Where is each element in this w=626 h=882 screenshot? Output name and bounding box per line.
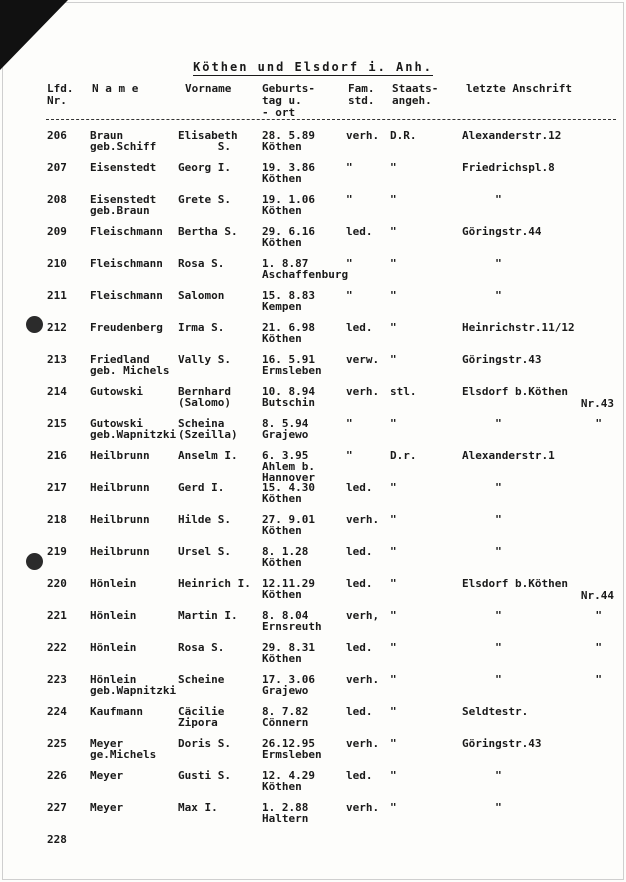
entry-citizenship: " (390, 193, 397, 206)
entry-family-status: led. (346, 225, 373, 238)
entry-surname: Fleischmann (90, 289, 163, 302)
entry-surname: Eisenstedt geb.Braun (90, 193, 157, 217)
entry-family-status: led. (346, 577, 373, 590)
entry-birth: 8. 8.04 Ernsreuth (262, 609, 322, 633)
entry-firstname: Elisabeth S. (178, 129, 238, 153)
entry-family-status: " (346, 193, 353, 206)
entry-firstname: Rosa S. (178, 641, 225, 654)
entry-surname: Meyer (90, 769, 124, 782)
entry-family-status: led. (346, 641, 373, 654)
entry-birth: 19. 3.86 Köthen (262, 161, 315, 185)
entry-number: 217 (47, 481, 67, 494)
entry-number: 212 (47, 321, 67, 334)
entry-citizenship: " (390, 769, 397, 782)
entry-surname: Gutowski (90, 385, 143, 398)
entry-address: " (462, 545, 502, 558)
entry-address: " (462, 417, 502, 430)
entry-citizenship: stl. (390, 385, 417, 398)
entry-firstname: Gerd I. (178, 481, 225, 494)
entry-number: 216 (47, 449, 67, 462)
entry-birth: 12.11.29 Köthen (262, 577, 315, 601)
entry-number: 219 (47, 545, 67, 558)
entry-number: 209 (47, 225, 67, 238)
entry-citizenship: " (390, 161, 397, 174)
table-row (0, 450, 626, 482)
entry-firstname: Bernhard (Salomo) (178, 385, 231, 409)
table-row (0, 162, 626, 194)
entry-address: " (462, 769, 502, 782)
table-row (0, 386, 626, 418)
entry-number: 224 (47, 705, 67, 718)
entry-family-status: " (346, 449, 353, 462)
entry-address: " (462, 257, 502, 270)
entry-citizenship: " (390, 225, 397, 238)
entry-citizenship: " (390, 737, 397, 750)
entry-firstname: Scheine (178, 673, 225, 686)
entry-birth: 15. 4.30 Köthen (262, 481, 315, 505)
entry-address: Alexanderstr.1 (462, 449, 555, 462)
entry-number: 218 (47, 513, 67, 526)
table-row (0, 130, 626, 162)
entry-surname: Meyer ge.Michels (90, 737, 157, 761)
entry-number: 220 (47, 577, 67, 590)
entry-family-status: " (346, 417, 353, 430)
entry-surname: Hönlein (90, 609, 137, 622)
entry-family-status: verh. (346, 801, 380, 814)
entry-number: 211 (47, 289, 67, 302)
table-row (0, 834, 626, 866)
table-row (0, 674, 626, 706)
table-row (0, 642, 626, 674)
entry-birth: 28. 5.89 Köthen (262, 129, 315, 153)
entry-address: " (462, 801, 502, 814)
entry-surname: Braun geb.Schiff (90, 129, 157, 153)
entry-birth: 17. 3.06 Grajewo (262, 673, 315, 697)
entry-address: Seldtestr. (462, 705, 529, 718)
entry-firstname: Vally S. (178, 353, 231, 366)
entry-number: 225 (47, 737, 67, 750)
page-title: Köthen und Elsdorf i. Anh. (193, 60, 433, 74)
entry-family-status: led. (346, 545, 373, 558)
entry-number: 223 (47, 673, 67, 686)
entry-firstname: Irma S. (178, 321, 225, 334)
table-row (0, 802, 626, 834)
entry-citizenship: " (390, 257, 397, 270)
entry-number: 207 (47, 161, 67, 174)
entry-firstname: Max I. (178, 801, 218, 814)
entry-address-cont: Nr.44 (580, 589, 614, 602)
table-row (0, 706, 626, 738)
entry-citizenship: " (390, 545, 397, 558)
entry-citizenship: " (390, 289, 397, 302)
entry-surname: Heilbrunn (90, 513, 150, 526)
entry-family-status: led. (346, 705, 373, 718)
table-row (0, 738, 626, 770)
table-row (0, 546, 626, 578)
entry-address: " (462, 513, 502, 526)
entry-birth: 6. 3.95 Ahlem b. Hannover (262, 449, 315, 484)
entry-citizenship: D.R. (390, 129, 417, 142)
entry-citizenship: " (390, 417, 397, 430)
entry-birth: 8. 1.28 Köthen (262, 545, 309, 569)
entry-birth: 29. 6.16 Köthen (262, 225, 315, 249)
table-row (0, 578, 626, 610)
header-name: N a m e (92, 82, 139, 95)
entry-surname: Fleischmann (90, 225, 163, 238)
entry-ditto-mark: " (595, 673, 602, 686)
entry-number: 228 (47, 833, 67, 846)
entry-family-status: verh, (346, 609, 380, 622)
entry-citizenship: " (390, 705, 397, 718)
entry-firstname: Doris S. (178, 737, 231, 750)
entry-firstname: Ursel S. (178, 545, 231, 558)
entry-surname: Hönlein geb.Wapnitzki (90, 673, 177, 697)
entry-address: Elsdorf b.Köthen (462, 577, 568, 590)
entry-number: 227 (47, 801, 67, 814)
entry-birth: 8. 5.94 Grajewo (262, 417, 309, 441)
entry-citizenship: " (390, 673, 397, 686)
entry-surname: Hönlein (90, 577, 137, 590)
entry-address: Göringstr.43 (462, 353, 542, 366)
entry-surname: Gutowski geb.Wapnitzki (90, 417, 177, 441)
entry-family-status: verw. (346, 353, 380, 366)
entry-ditto-mark: " (595, 417, 602, 430)
entry-address: Göringstr.43 (462, 737, 542, 750)
table-row (0, 258, 626, 290)
header-rule (46, 119, 616, 120)
table-row (0, 770, 626, 802)
entry-citizenship: " (390, 513, 397, 526)
entry-number: 214 (47, 385, 67, 398)
header-geburt: Geburts- tag u. - ort (262, 82, 315, 119)
table-row (0, 354, 626, 386)
entry-firstname: Georg I. (178, 161, 231, 174)
entry-address: Göringstr.44 (462, 225, 542, 238)
entry-birth: 19. 1.06 Köthen (262, 193, 315, 217)
entry-surname: Heilbrunn (90, 481, 150, 494)
entry-citizenship: " (390, 801, 397, 814)
entry-family-status: verh. (346, 385, 380, 398)
entry-surname: Heilbrunn (90, 545, 150, 558)
entry-ditto-mark: " (595, 641, 602, 654)
entry-birth: 26.12.95 Ermsleben (262, 737, 322, 761)
table-row (0, 514, 626, 546)
entry-address: " (462, 609, 502, 622)
entry-address: " (462, 193, 502, 206)
entry-birth: 21. 6.98 Köthen (262, 321, 315, 345)
entry-citizenship: " (390, 609, 397, 622)
entry-firstname: Hilde S. (178, 513, 231, 526)
entry-number: 208 (47, 193, 67, 206)
entry-firstname: Rosa S. (178, 257, 225, 270)
header-anschrift: letzte Anschrift (466, 82, 572, 95)
entry-family-status: " (346, 161, 353, 174)
entry-address: Elsdorf b.Köthen (462, 385, 568, 398)
entry-birth: 1. 8.87 Aschaffenburg (262, 257, 349, 281)
entry-family-status: verh. (346, 737, 380, 750)
entry-birth: 8. 7.82 Cönnern (262, 705, 309, 729)
table-row (0, 482, 626, 514)
entry-address: " (462, 673, 502, 686)
entry-firstname: Salomon (178, 289, 225, 302)
entry-number: 222 (47, 641, 67, 654)
entry-birth: 29. 8.31 Köthen (262, 641, 315, 665)
header-vorname: Vorname (185, 82, 232, 95)
entry-birth: 10. 8.94 Butschin (262, 385, 315, 409)
table-row (0, 194, 626, 226)
entry-surname: Fleischmann (90, 257, 163, 270)
entry-citizenship: D.r. (390, 449, 417, 462)
entry-birth: 1. 2.88 Haltern (262, 801, 309, 825)
entry-surname: Eisenstedt (90, 161, 157, 174)
header-fam-std: Fam. std. (348, 82, 375, 107)
entry-surname: Kaufmann (90, 705, 143, 718)
entry-number: 213 (47, 353, 67, 366)
entry-firstname: Anselm I. (178, 449, 238, 462)
table-row (0, 226, 626, 258)
entry-citizenship: " (390, 641, 397, 654)
entry-family-status: verh. (346, 513, 380, 526)
entry-birth: 27. 9.01 Köthen (262, 513, 315, 537)
header-lfd-nr: Lfd. Nr. (47, 82, 74, 107)
entry-family-status: verh. (346, 129, 380, 142)
entry-firstname: Gusti S. (178, 769, 231, 782)
entry-citizenship: " (390, 353, 397, 366)
entry-number: 221 (47, 609, 67, 622)
entry-firstname: Martin I. (178, 609, 238, 622)
entry-birth: 15. 8.83 Kempen (262, 289, 315, 313)
entry-ditto-mark: " (595, 609, 602, 622)
entry-firstname: Bertha S. (178, 225, 238, 238)
entry-address: " (462, 641, 502, 654)
entry-address: Heinrichstr.11/12 (462, 321, 575, 334)
entry-firstname: Scheina (Szeilla) (178, 417, 238, 441)
entry-family-status: led. (346, 321, 373, 334)
entry-surname: Heilbrunn (90, 449, 150, 462)
entry-family-status: verh. (346, 673, 380, 686)
entry-surname: Freudenberg (90, 321, 163, 334)
table-row (0, 610, 626, 642)
entry-surname: Hönlein (90, 641, 137, 654)
entry-surname: Meyer (90, 801, 124, 814)
table-row (0, 322, 626, 354)
entry-address-cont: Nr.43 (580, 397, 614, 410)
entry-birth: 12. 4.29 Köthen (262, 769, 315, 793)
table-row (0, 290, 626, 322)
entry-address: " (462, 289, 502, 302)
entry-firstname: Grete S. (178, 193, 231, 206)
entry-address: Friedrichspl.8 (462, 161, 555, 174)
entry-address: Alexanderstr.12 (462, 129, 562, 142)
entry-family-status: " (346, 257, 353, 270)
entry-family-status: led. (346, 769, 373, 782)
table-row (0, 418, 626, 450)
entry-firstname: Heinrich I. (178, 577, 251, 590)
entry-citizenship: " (390, 481, 397, 494)
entry-family-status: " (346, 289, 353, 302)
entry-citizenship: " (390, 577, 397, 590)
entry-address: " (462, 481, 502, 494)
entry-firstname: Cäcilie Zipora (178, 705, 225, 729)
entry-number: 215 (47, 417, 67, 430)
entry-number: 206 (47, 129, 67, 142)
entry-birth: 16. 5.91 Ermsleben (262, 353, 322, 377)
entry-family-status: led. (346, 481, 373, 494)
header-staatsangeh: Staats- angeh. (392, 82, 439, 107)
entry-number: 226 (47, 769, 67, 782)
entry-number: 210 (47, 257, 67, 270)
entry-surname: Friedland geb. Michels (90, 353, 170, 377)
entry-citizenship: " (390, 321, 397, 334)
